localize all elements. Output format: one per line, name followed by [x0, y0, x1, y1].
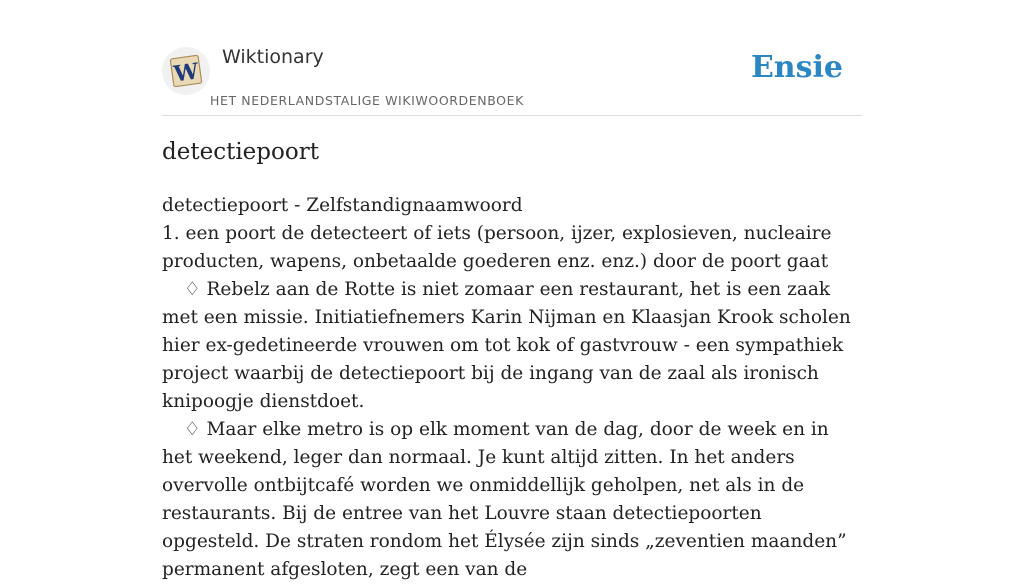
example-sentence: ♢ Maar elke metro is op elk moment van de dag, door de week en in het weekend, leger dan normaal. Je kunt altijd zitten. In het anders overvolle ontbijtcafé worden we onmiddellijk geholpen, net als in de restaurants. Bij de entree van het Louvre staan detectiepoorten opgesteld. De straten rondom het Élysée zijn sinds „zeventien maanden” permanent afgesloten, zegt een van de [162, 419, 847, 580]
wiktionary-logo-icon[interactable] [162, 47, 210, 95]
page [162, 0, 862, 580]
page-title: detectiepoort [162, 139, 319, 165]
site-tagline: HET NEDERLANDSTALIGE WIKIWOORDENBOEK [210, 93, 524, 108]
brand-logo[interactable]: Ensie [750, 50, 843, 85]
headword-line: detectiepoort - Zelfstandignaamwoord [162, 195, 523, 216]
svg-text:W: W [172, 58, 201, 88]
header-divider [162, 115, 862, 116]
example-sentence: ♢ Rebelz aan de Rotte is niet zomaar een restaurant, het is een zaak met een missie. Initiatiefnemers Karin Nijman en Klaasjan Krook scholen hier ex-gedetineerde vrouwen om tot kok of gastvrouw - een sympathiek project waarbij de detectiepoort bij de ingang van de zaal als ironisch knipoogje dienstdoet. [162, 279, 851, 412]
entry-content [162, 192, 862, 584]
definition: 1. een poort de detecteert of iets (persoon, ijzer, explosieven, nucleaire producten, wapens, onbetaalde goederen enz. enz.) door de poort gaat [162, 223, 832, 272]
site-name[interactable]: Wiktionary [222, 46, 324, 68]
